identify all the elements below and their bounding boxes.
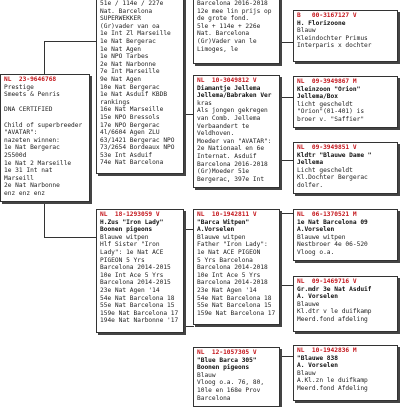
detail-line: Barcelona 2014-2018 — [197, 264, 268, 272]
detail-line: 54e Nat Barcelona 18 — [100, 294, 175, 302]
pedigree-card-great-grandparent-6[interactable] — [293, 345, 398, 401]
detail-line: Barcelona 2014-2015 — [100, 279, 171, 287]
detail-line: Blauw — [297, 369, 316, 377]
connector-line — [44, 202, 45, 238]
detail-line: Nestbroer 4e 06-520 — [297, 241, 368, 249]
detail-line: Vloog o.a. — [297, 248, 335, 256]
detail-line: "AVATAR": — [4, 129, 38, 137]
detail-line: Nat. Barcelona — [197, 30, 250, 38]
pigeon-name: H.Zus "Iron Lady" — [100, 218, 164, 226]
detail-line: 2e Nat Narbonne — [100, 60, 156, 68]
detail-line: 1e Nat Asduif KBDB — [100, 91, 168, 99]
detail-line: de grote fond. — [197, 15, 250, 23]
breeder-name: H. Florizoone — [297, 19, 346, 27]
detail-line: Blauw — [297, 27, 316, 35]
detail-line: Limoges, le — [197, 45, 238, 53]
detail-line: 1e 31 Int nat — [4, 167, 53, 175]
detail-line: Meerd.fond Afdeling — [297, 384, 368, 392]
detail-line: 1e Int Zl Marseille — [100, 30, 171, 38]
detail-line: 25500d — [4, 151, 27, 159]
pigeon-name: "Blauwe 838 — [297, 354, 338, 362]
detail-line: Blauwe — [297, 300, 320, 308]
breeder-name: Boonen pigeons — [197, 364, 250, 372]
detail-line: Licht gescheldt — [297, 166, 353, 174]
detail-line: (Gr)Vader van le — [197, 37, 257, 45]
detail-line: Blauwe witpen — [197, 233, 246, 241]
pedigree-card-root[interactable] — [0, 74, 90, 202]
detail-line: 5 Yrs Barcelona — [197, 256, 253, 264]
detail-line: 54e Nat Barcelona 18 — [197, 294, 272, 302]
detail-line: 5le + 114e + 226e — [197, 22, 261, 30]
connector-line — [44, 41, 45, 74]
detail-line: Hlf Sister "Iron — [100, 241, 160, 249]
breeder-name: A. Vorselen — [297, 362, 338, 370]
detail-line: Veldhoven. — [197, 130, 235, 138]
detail-line: Vloog o.a. 76, 80, — [197, 379, 265, 387]
detail-line: PIGEON 5 Yrs — [100, 256, 145, 264]
detail-line: 2e Nationaal en 6e — [197, 145, 265, 153]
pedigree-card-grandsire-2[interactable] — [193, 209, 280, 325]
pigeon-name: Diamantje Jellema — [197, 84, 261, 92]
card-details — [197, 219, 276, 318]
connector-line — [183, 326, 194, 327]
detail-line: Blauw — [197, 371, 216, 379]
detail-line: (Gr)Moeder 51e — [197, 168, 250, 176]
detail-line: 1e Nat 2 Marseille — [4, 159, 72, 167]
detail-line: Interparis x dochter — [297, 42, 372, 50]
breeder-name: A. Vorselen — [297, 293, 338, 301]
card-details — [297, 86, 394, 124]
detail-line: Child of superbreeder — [4, 121, 83, 129]
pedigree-card-great-grandparent-4[interactable] — [293, 209, 398, 261]
detail-line: 74e Nat Barcelona — [100, 159, 164, 167]
ring-number: NL 09-3949851 V — [297, 144, 357, 151]
detail-line: Lady": 1e Nat ACE — [100, 248, 164, 256]
detail-line: (Gr)vader van oa — [100, 22, 160, 30]
detail-line: Barcelona 2014-2018 — [197, 279, 268, 287]
card-details — [297, 152, 394, 190]
breeder-name: Jellema/Babraken Ver — [197, 92, 272, 100]
ring-number: NL 09-3949867 M — [297, 78, 357, 85]
pedigree-card-grandsire-1[interactable] — [193, 0, 280, 64]
detail-line: Meerd.fond afdeling — [297, 315, 368, 323]
detail-line: Marseill — [4, 174, 34, 182]
detail-line: SUPERWEKKER — [100, 15, 141, 23]
ring-number: NL 10-1942836 M — [297, 347, 357, 354]
breeder-name: A.Vorselen — [297, 226, 335, 234]
card-details — [297, 355, 394, 393]
detail-line: 1e NPO Tarbes — [100, 53, 149, 61]
detail-line — [4, 99, 86, 107]
detail-line: van Comb. Jellema — [197, 114, 261, 122]
card-details — [297, 286, 394, 324]
detail-line: 17e NPO Bergerac — [100, 121, 160, 129]
detail-line: 159e Nat Barcelona 17 — [197, 309, 276, 317]
detail-line: "Orion"(01-401) is — [297, 108, 365, 116]
ring-number: NL 09-1469716 V — [297, 278, 357, 285]
detail-line: 10e Nat Bergerac — [100, 83, 160, 91]
detail-line: 15e NPO Bressols — [100, 113, 160, 121]
detail-line: 1e Nat Bergerac — [100, 37, 156, 45]
card-details — [197, 0, 276, 53]
pigeon-name: Kldtr "Blauwe Dame " — [297, 151, 372, 159]
detail-line: 10e Int Ace 5 Yrs — [197, 271, 261, 279]
detail-line: Prestige — [4, 83, 34, 91]
pedigree-card-sire[interactable] — [96, 0, 184, 174]
detail-line: 16e Nat Marseille — [100, 106, 164, 114]
ring-number: NL 10-3049812 V — [197, 77, 257, 84]
detail-line: Kleindochter Primus — [297, 34, 368, 42]
detail-line: Bergerac, 397e Int — [197, 175, 265, 183]
detail-line: 63/1421 Bergerac NPO — [100, 136, 175, 144]
card-details — [197, 357, 276, 403]
detail-line: Barcelona 2016-2018 — [197, 160, 268, 168]
pigeon-name: "Blue Barca 305" — [197, 356, 257, 364]
pedigree-card-great-grandparent-5[interactable] — [293, 276, 398, 332]
ring-number: NL 18-1293059 V — [100, 211, 160, 218]
ring-number: B 00-3167127 V — [297, 12, 357, 19]
ring-number: NL 06-1370521 M — [297, 211, 357, 218]
detail-line: Kl.Dochter Bergerac — [297, 174, 368, 182]
detail-line: Moeder van "AVATAR": — [197, 137, 272, 145]
detail-line: Father "Iron Lady": — [197, 241, 268, 249]
breeder-name: Jellema — [297, 159, 324, 167]
breeder-name: Boonen pigeons — [100, 226, 153, 234]
card-details — [297, 20, 394, 50]
pigeon-name: Gr.mdr 3e Nat Asduif — [297, 285, 372, 293]
card-details — [100, 0, 180, 167]
detail-line: Als jongen gekregen — [197, 107, 268, 115]
detail-line: Kl.dtr v le duifkamp — [297, 308, 372, 316]
detail-line: dolfer. — [297, 181, 324, 189]
pedigree-card-granddam-1[interactable] — [193, 75, 280, 188]
detail-line: Barcelona 2014-2015 — [100, 264, 171, 272]
pedigree-card-great-grandparent-2[interactable] — [293, 76, 398, 128]
connector-line — [44, 41, 97, 42]
detail-line: broer v. "Saffier" — [297, 115, 365, 123]
detail-line: enz enz enz — [4, 189, 45, 197]
detail-line: rankings — [100, 98, 130, 106]
detail-line: Barcelona 2016-2018 — [197, 0, 268, 7]
detail-line: DNA CERTIFIED — [4, 106, 53, 114]
detail-line: Barcelona — [197, 394, 231, 402]
pedigree-card-great-grandparent-3[interactable] — [293, 142, 398, 194]
card-details — [100, 219, 180, 325]
detail-line: 73/2654 Bordeaux NPO — [100, 144, 175, 152]
detail-line: 159e Nat Barcelona 17 — [100, 309, 179, 317]
detail-line — [4, 114, 86, 122]
detail-line: 23e Nat Agen '14 — [197, 286, 257, 294]
pedigree-card-great-grandparent-1[interactable] — [293, 10, 398, 62]
pigeon-name: 1e Nat Barcelona 09 — [297, 218, 368, 226]
card-details — [4, 84, 86, 198]
detail-line: Blauwe witpen — [100, 233, 149, 241]
detail-line: 12e mee lin prijs op — [197, 7, 272, 15]
pigeon-name: Kleinzoon "Orion" — [297, 85, 361, 93]
ring-number: NL 12-1057305 V — [197, 349, 257, 356]
detail-line: 1e Nat Agen — [100, 45, 141, 53]
detail-line: 55e Nat Barcelona 15 — [197, 302, 272, 310]
ring-number: NL 10-1942811 V — [197, 211, 257, 218]
detail-line: 53e Int Asduif — [100, 151, 153, 159]
pedigree-card-dam[interactable] — [96, 209, 184, 333]
pedigree-card-granddam-2[interactable] — [193, 347, 280, 407]
detail-line: 194e Nat Narbonne '17 — [100, 317, 179, 325]
ring-number: NL 23-9646768 — [4, 76, 57, 83]
detail-line: 10e Int Ace 5 Yrs — [100, 271, 164, 279]
connector-line — [44, 237, 97, 238]
detail-line: 10le en 168e Prov — [197, 386, 261, 394]
detail-line: Internat. Asduif — [197, 152, 257, 160]
detail-line: 23e Nat Agen '14 — [100, 286, 160, 294]
detail-line: Blauwe witpen — [297, 233, 346, 241]
detail-line: 4l/6604 Agen ZLU — [100, 129, 160, 137]
detail-line: Smeets & Penris — [4, 91, 60, 99]
detail-line: kras — [197, 99, 212, 107]
detail-line: 1e Nat Bergerac — [4, 144, 60, 152]
detail-line: Nat. Barcelona — [100, 7, 153, 15]
detail-line: 51e / 114e / 227e — [100, 0, 164, 7]
card-details — [297, 219, 394, 257]
detail-line: 1e Nat ACE PIGEON — [197, 248, 261, 256]
detail-line: 9e Nat Agen — [100, 75, 141, 83]
detail-line: 55e Nat Barcelona 15 — [100, 302, 175, 310]
card-details — [197, 85, 276, 184]
detail-line: licht gescheldt — [297, 100, 353, 108]
breeder-name: Jellema/Box — [297, 93, 338, 101]
detail-line: 2e Nat Narbonne — [4, 182, 60, 190]
detail-line: Verbaandert te — [197, 122, 250, 130]
breeder-name: A.Vorselen — [197, 226, 235, 234]
detail-line: nazeten winnen: — [4, 136, 60, 144]
pigeon-name: "Barca Witpen" — [197, 218, 250, 226]
detail-line: 7e Int Marseille — [100, 68, 160, 76]
detail-line: A.Kl.zn le duifkamp — [297, 377, 368, 385]
